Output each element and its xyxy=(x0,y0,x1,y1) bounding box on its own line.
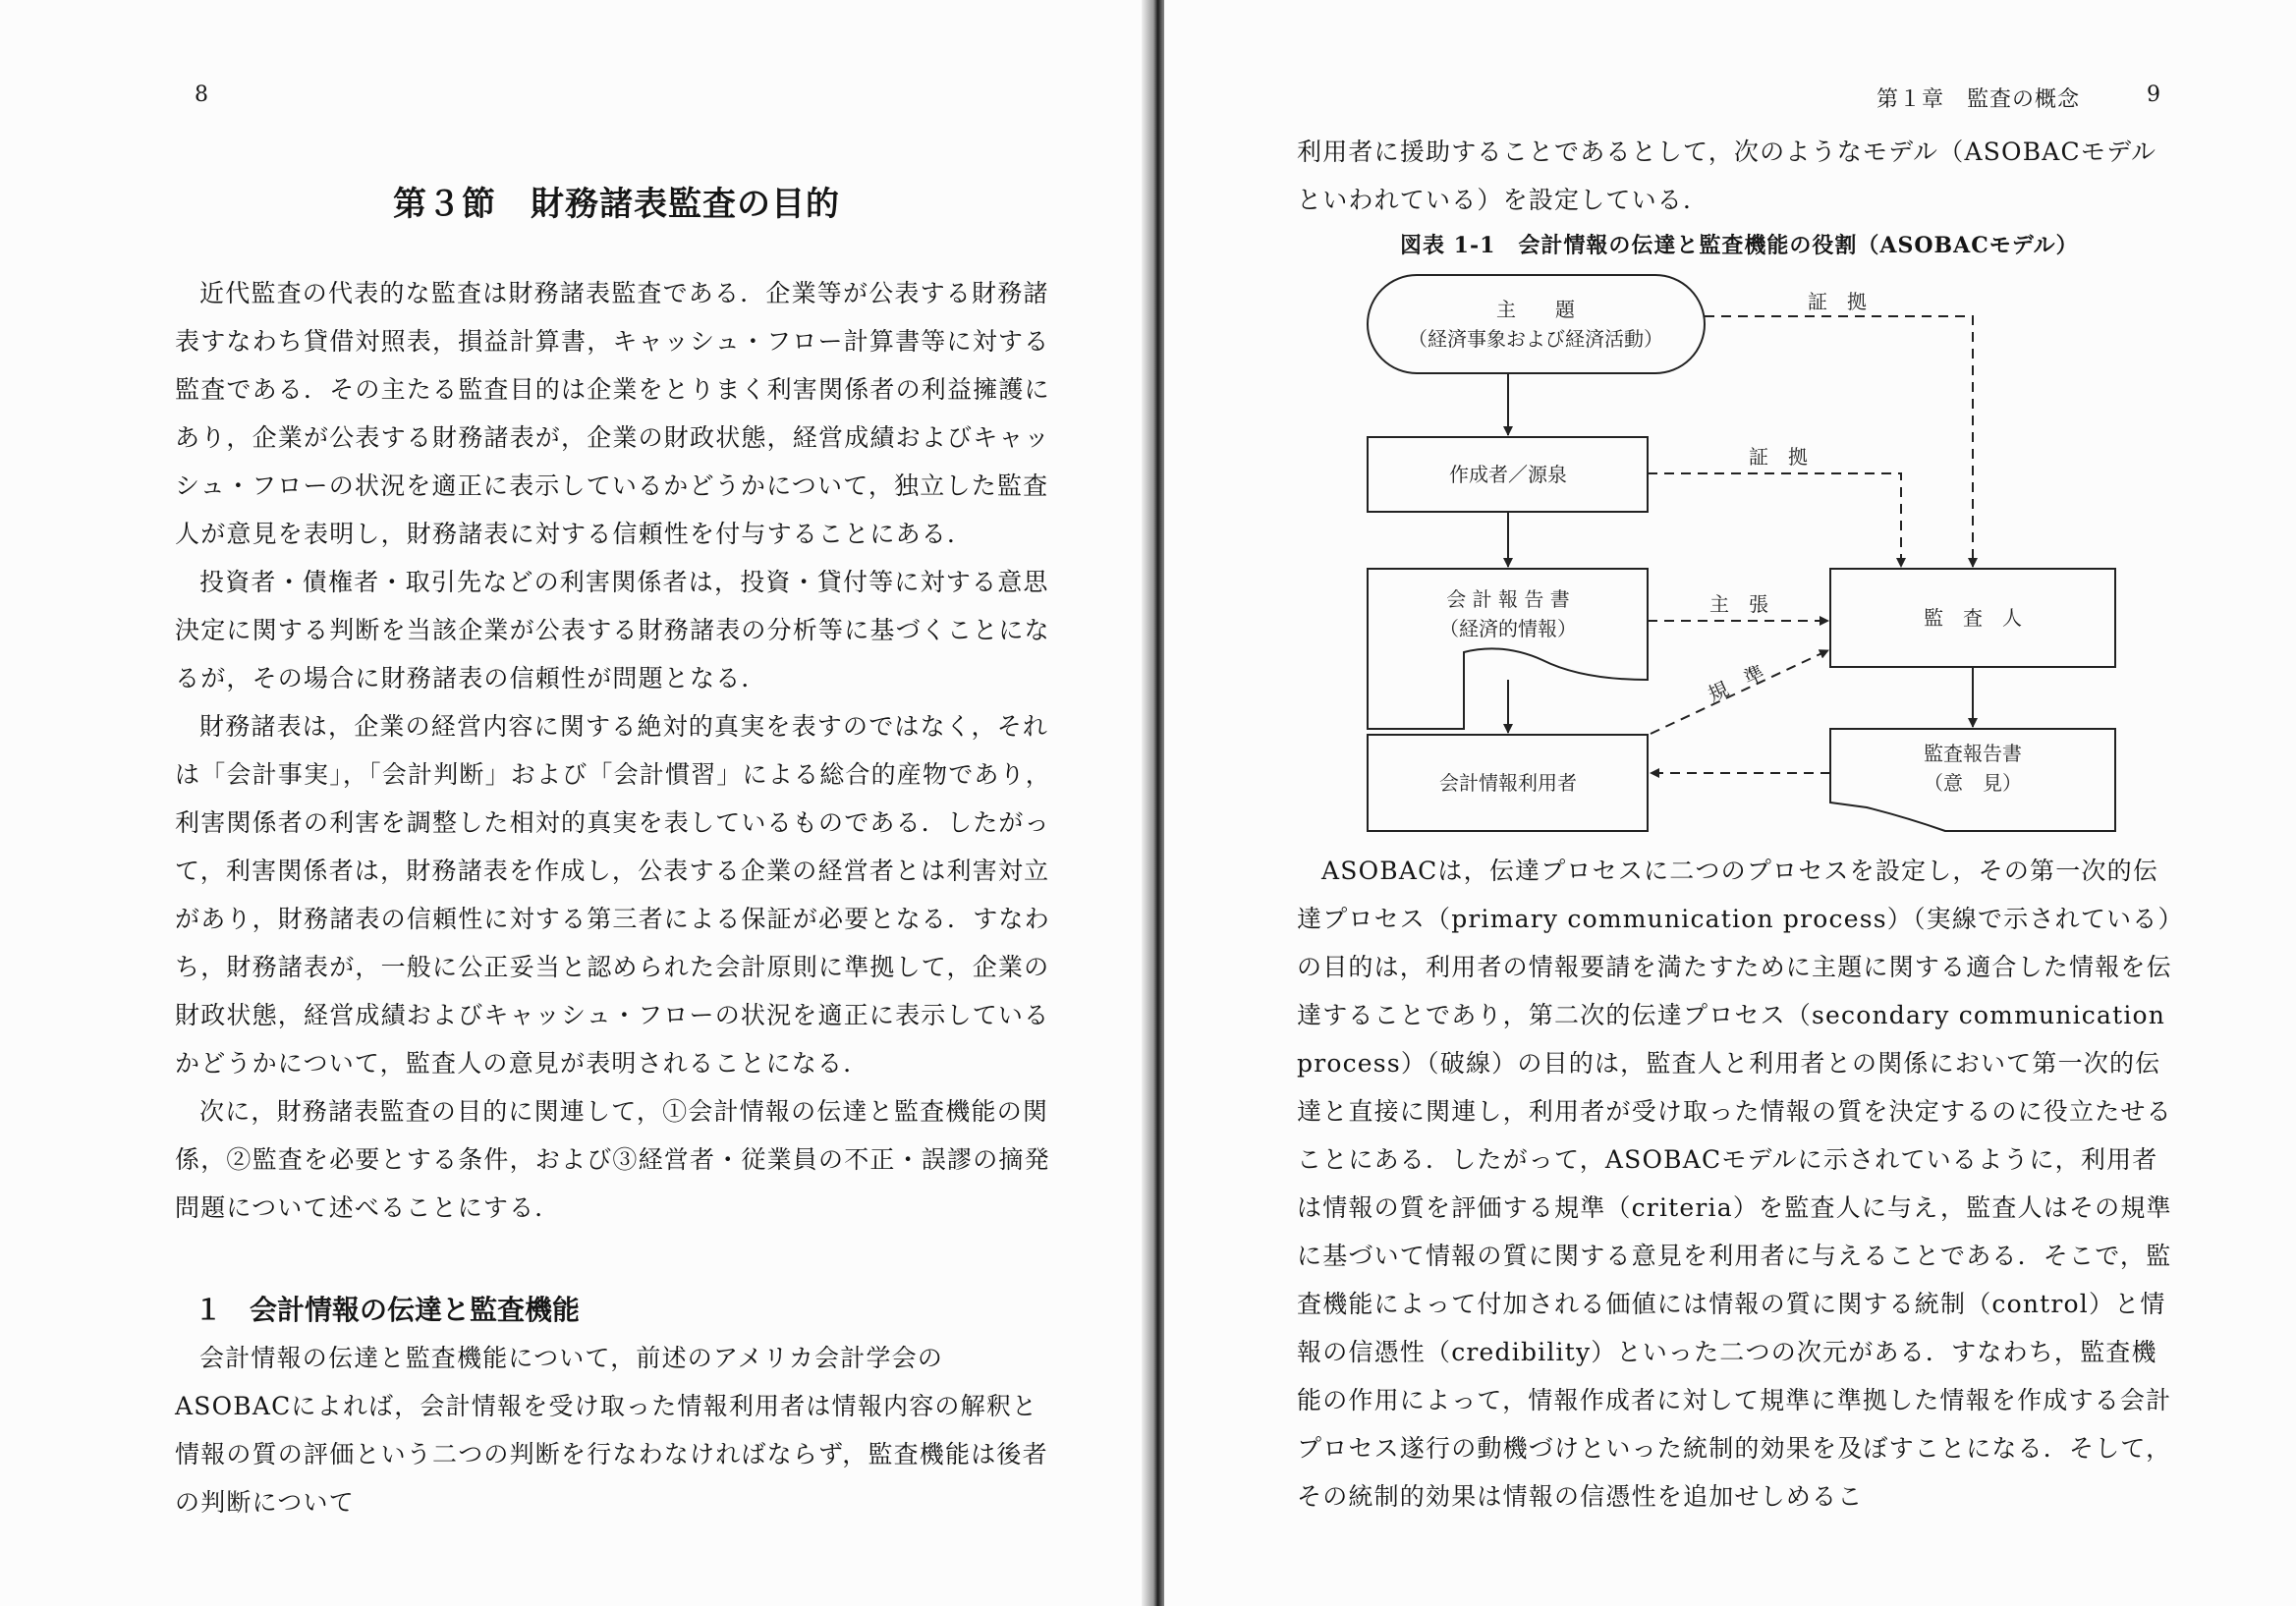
subsection-body xyxy=(175,1334,1054,1526)
running-head: 第１章 監査の概念 xyxy=(1876,87,2081,112)
paragraph: 利用者に援助することであるとして，次のようなモデル（ASOBACモデルといわれている）を設定している． xyxy=(1297,138,2157,214)
criteria-label: 規 準 xyxy=(1704,660,1768,707)
edge-evidence-subject xyxy=(1705,316,1973,567)
audit-report-label: 監査報告書 xyxy=(1924,742,2022,765)
subject-sublabel: （経済事象および経済活動） xyxy=(1408,327,1663,351)
left-body xyxy=(175,269,1054,1232)
section-title: 第３節 財務諸表監査の目的 xyxy=(393,185,840,224)
subject-label: 主 題 xyxy=(1496,298,1575,321)
paragraph: 財務諸表は，企業の経営内容に関する絶対的真実を表すのではなく，それは「会計事実」，「会計判断」および「会計慣習」による総合的産物であり，利害関係者の利害を調整した相対的真実を表しているものである．したがって，利害関係者は，財務諸表を作成し，公表する企業の経営者とは利害対立があり，財務諸表の信頼性に対する第三者による保証が必要となる．すなわち，財務諸表が，一般に公正妥当と認められた会計原則に準拠して，企業の財政状態，経営成績およびキャッシュ・フローの状況を適正に表示しているかどうかについて，監査人の意見が表明されることになる． xyxy=(175,712,1052,1078)
subsection-title: １ 会計情報の伝達と監査機能 xyxy=(195,1294,581,1326)
paragraph: 次に，財務諸表監査の目的に関連して，①会計情報の伝達と監査機能の関係，②監査を必要とする条件，および③経営者・従業員の不正・誤謬の摘発問題について述べることにする． xyxy=(175,1097,1050,1222)
paragraph: ASOBACは，伝達プロセスに二つのプロセスを設定し，その第一次的伝達プロセス（primary communication process）（実線で示されている）の目的は，利用者の情報要請を満たすために主題に関する適合した情報を伝達することであり，第二次的伝達プロセス（secondary communication process）（破線）の目的は，監査人と利用者との関係において第一次的伝達と直接に関連し，利用者が受け取った情報の質を決定するのに役立たせることにある．したがって，ASOBACモデルに示されているように，利用者は情報の質を評価する規準（criteria）を監査人に与え，監査人はその規準に基づいて情報の質に関する意見を利用者に与えることである．そこで，監査機能によって付加される価値には情報の質に関する統制（control）と情報の信憑性（credibility）といった二つの次元がある．すなわち，監査機能の作用によって，情報作成者に対して規準に準拠した情報を作成する会計プロセス遂行の動機づけといった統制的効果を及ぼすことになる．そして，その統制的効果は情報の信憑性を追加せしめるこ xyxy=(1297,857,2172,1511)
subject-node xyxy=(1368,275,1705,373)
edge-evidence-preparer xyxy=(1648,473,1901,567)
intro-text xyxy=(1297,128,2176,224)
auditor-label: 監 査 人 xyxy=(1924,606,2022,630)
page-number-left: 8 xyxy=(195,83,208,107)
audit-report-sublabel: （意 見） xyxy=(1924,771,2022,795)
evidence-label-mid: 証 拠 xyxy=(1749,445,1808,469)
evidence-label-top: 証 拠 xyxy=(1808,290,1867,313)
figure-caption: 図表 1-1 会計情報の伝達と監査機能の役割（ASOBACモデル） xyxy=(1400,233,2079,258)
paragraph: 近代監査の代表的な監査は財務諸表監査である．企業等が公表する財務諸表すなわち貸借対照表，損益計算書，キャッシュ・フロー計算書等に対する監査である．その主たる監査目的は企業をとりまく利害関係者の利益擁護にあり，企業が公表する財務諸表が，企業の財政状態，経営成績およびキャッシュ・フローの状況を適正に表示しているかどうかについて，独立した監査人が意見を表明し，財務諸表に対する信頼性を付与することにある． xyxy=(175,279,1050,548)
paragraph: 投資者・債権者・取引先などの利害関係者は，投資・貸付等に対する意思決定に関する判断を当該企業が公表する財務諸表の分析等に基づくことになるが，その場合に財務諸表の信頼性が問題となる． xyxy=(175,568,1050,692)
asobac-flowchart xyxy=(1356,267,2122,845)
report-sublabel: （経済的情報） xyxy=(1439,617,1577,640)
preparer-label: 作成者／源泉 xyxy=(1449,463,1567,486)
report-label: 会 計 報 告 書 xyxy=(1446,587,1570,611)
page-number-right: 9 xyxy=(2147,83,2160,107)
right-body xyxy=(1297,847,2176,1521)
paragraph: 会計情報の伝達と監査機能について，前述のアメリカ会計学会のASOBACによれば，会計情報を受け取った情報利用者は情報内容の解釈と情報の質の評価という二つの判断を行なわなければならず，監査機能は後者の判断について xyxy=(175,1344,1048,1517)
user-label: 会計情報利用者 xyxy=(1439,771,1577,795)
assertion-label: 主 張 xyxy=(1709,592,1768,616)
